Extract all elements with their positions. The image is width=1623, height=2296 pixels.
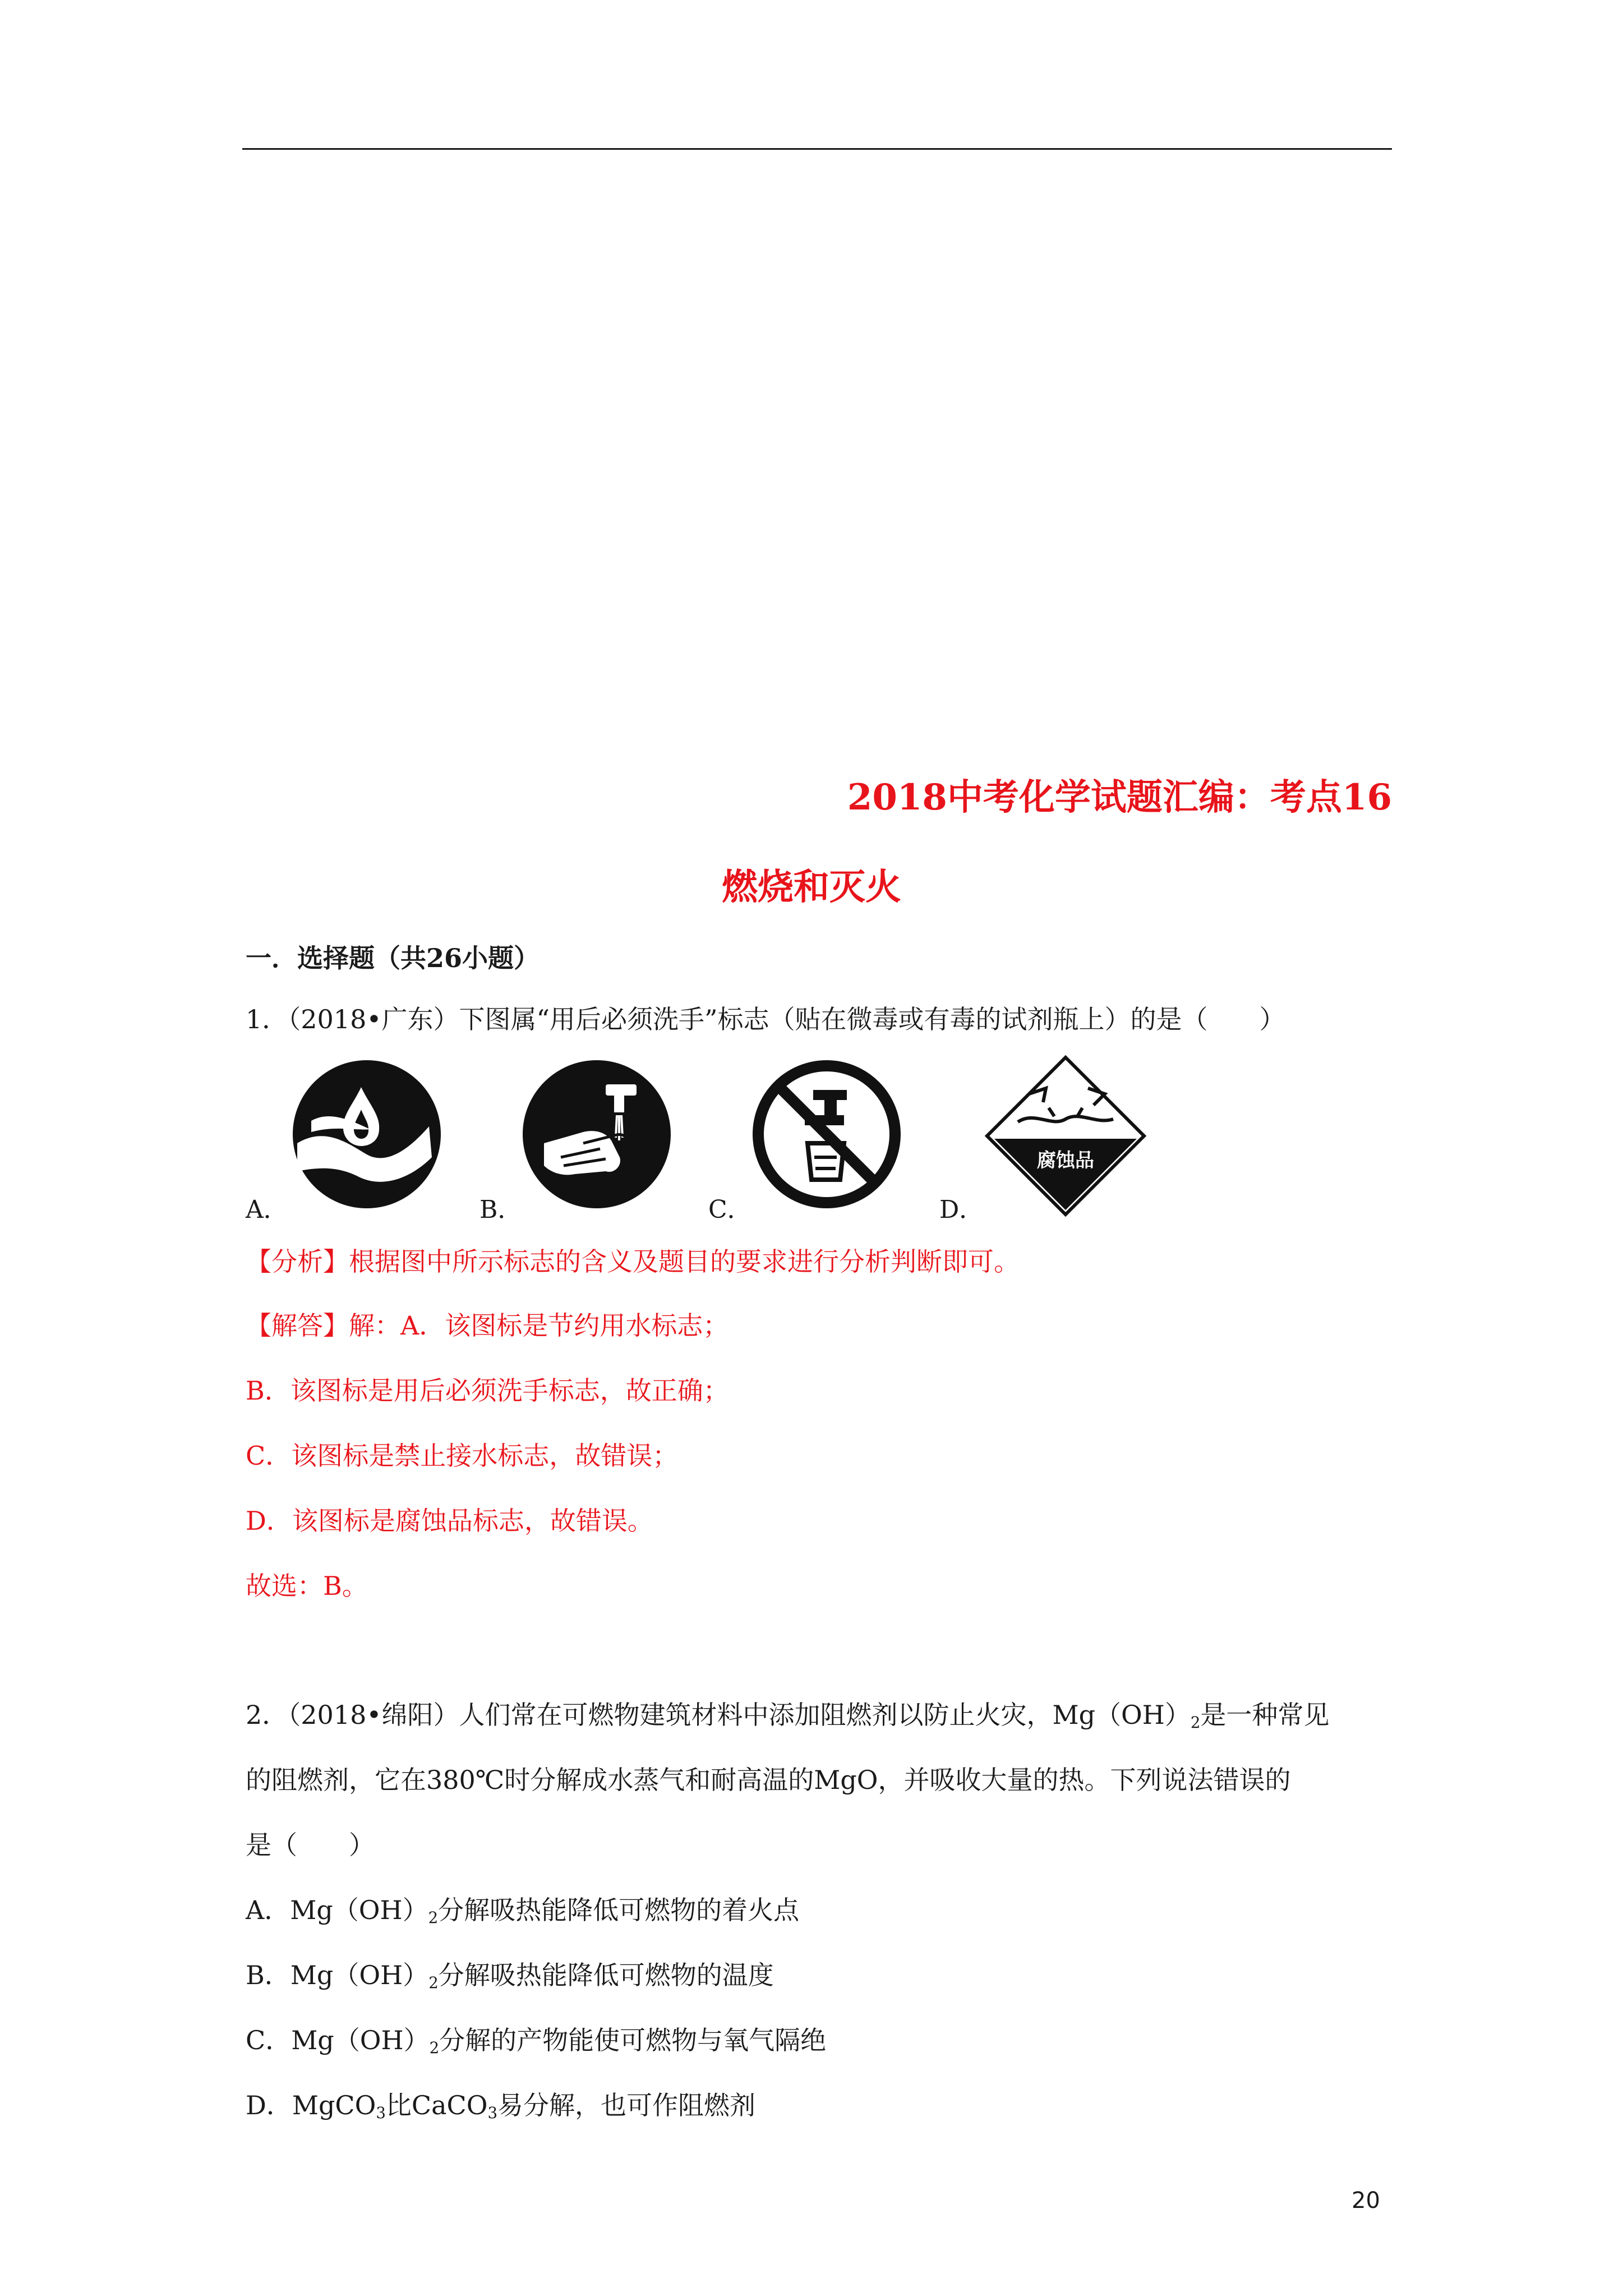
corrosive-sign-icon (984, 1055, 1147, 1217)
q1-analysis: 【分析】根据图中所示标志的含义及题目的要求进行分析判断即可。 (246, 1246, 1020, 1277)
section-heading: 一．选择题（共26小题） (246, 943, 540, 973)
page-number: 20 (1352, 2188, 1380, 2214)
option-a-label: A． (246, 1195, 288, 1224)
option-d-label: D． (939, 1195, 984, 1224)
question-2-stem-line2: 的阻燃剂，它在380℃时分解成水蒸气和耐高温的MgO，并吸收大量的热。下列说法错误的 (246, 1765, 1291, 1795)
q2-option-b: B．$Mg(OH)_2$分解吸热能降低可燃物的温度 (246, 1960, 774, 1992)
wash-hands-sign-icon (522, 1059, 672, 1209)
q2-option-c: C．$Mg(OH)_2$分解的产物能使可燃物与氧气隔绝 (246, 2025, 827, 2057)
q2-option-a: A．$Mg(OH)_2$分解吸热能降低可燃物的着火点 (246, 1895, 800, 1927)
header-rule (242, 148, 1392, 150)
question-2-stem-line3: 是（ ） (246, 1830, 375, 1860)
option-b-label: B． (479, 1195, 523, 1224)
question-2-stem-line1: 2．（2018•绵阳）人们常在可燃物建筑材料中添加阻燃剂以防止火灾，$Mg(OH)_2$是一种常见 (246, 1700, 1330, 1732)
q1-answer-d: D．该图标是腐蚀品标志，故错误。 (246, 1506, 653, 1536)
question-1-stem: 1．（2018•广东）下图属“用后必须洗手”标志（贴在微毒或有毒的试剂瓶上）的是（ ） (246, 1004, 1285, 1034)
page-subtitle: 燃烧和灭火 (722, 866, 901, 908)
q1-answer-c: C．该图标是禁止接水标志，故错误； (246, 1441, 679, 1471)
q1-answer-b: B．该图标是用后必须洗手标志，故正确； (246, 1375, 729, 1406)
q1-choice: 故选：B。 (246, 1571, 368, 1601)
water-saving-sign-icon (292, 1059, 442, 1209)
page-title: 2018中考化学试题汇编：考点16 (847, 776, 1392, 818)
q2-option-d: D．MgCO$_3$比CaCO$_3$易分解，也可作阻燃剂 (246, 2090, 755, 2122)
q1-answer-intro: 【解答】解：A．该图标是节约用水标志； (246, 1310, 729, 1341)
option-c-label: C． (708, 1195, 752, 1224)
no-water-tap-sign-icon (751, 1059, 902, 1209)
corrosive-sign-label: 腐蚀品 (1037, 1149, 1094, 1172)
